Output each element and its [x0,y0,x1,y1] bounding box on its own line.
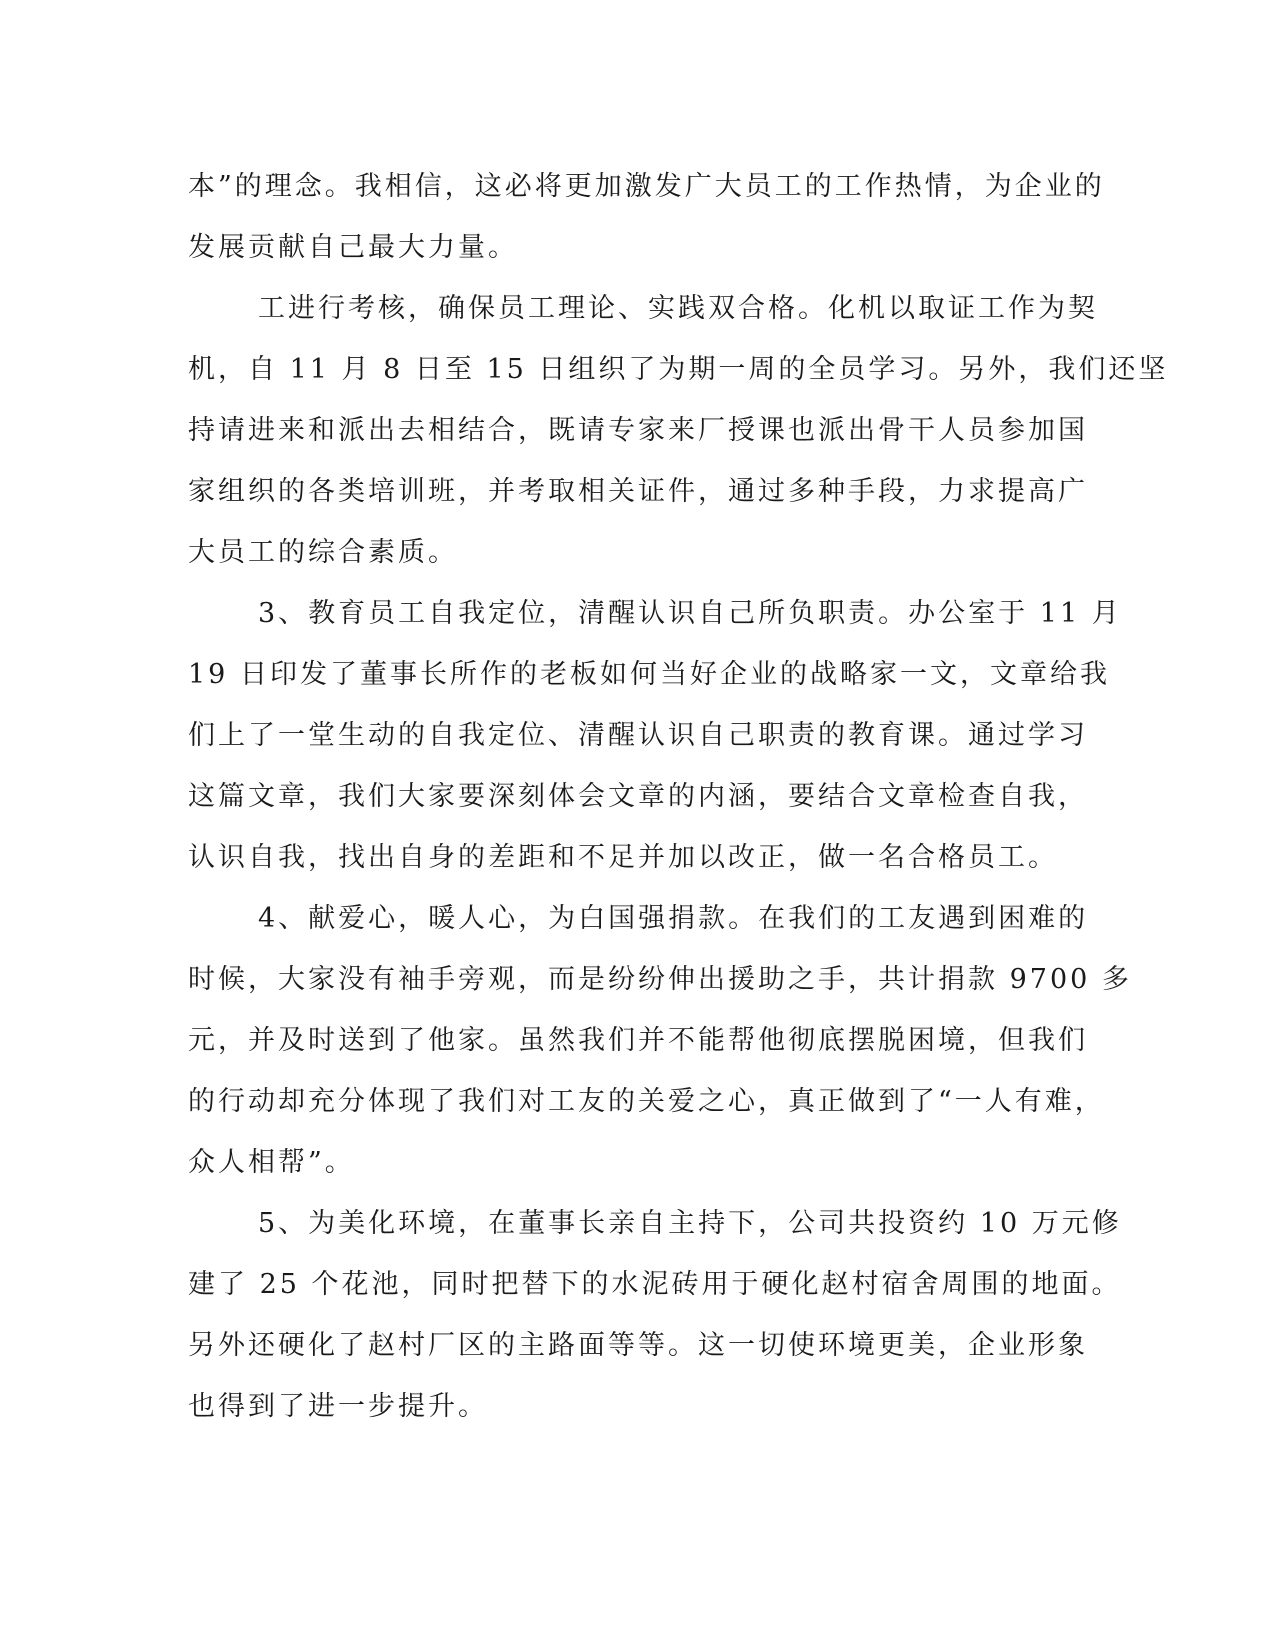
text-line: 这篇文章，我们大家要深刻体会文章的内涵，要结合文章检查自我， [188,781,1088,812]
text-line: 认识自我，找出自身的差距和不足并加以改正，做一名合格员工。 [188,842,1058,873]
text-line: 家组织的各类培训班，并考取相关证件，通过多种手段，力求提高广 [188,476,1088,507]
text-line: 们上了一堂生动的自我定位、清醒认识自己职责的教育课。通过学习 [188,720,1088,751]
text-line: 另外还硬化了赵村厂区的主路面等等。这一切使环境更美，企业形象 [188,1330,1088,1361]
text-line: 3、教育员工自我定位，清醒认识自己所负职责。办公室于 11 月 [258,598,1122,629]
text-line: 建了 25 个花池，同时把替下的水泥砖用于硬化赵村宿舍周围的地面。 [188,1269,1122,1300]
text-line: 众人相帮”。 [188,1147,355,1178]
text-line: 元，并及时送到了他家。虽然我们并不能帮他彻底摆脱困境，但我们 [188,1025,1088,1056]
text-line: 19 日印发了董事长所作的老板如何当好企业的战略家一文，文章给我 [188,659,1110,690]
text-line: 工进行考核，确保员工理论、实践双合格。化机以取证工作为契 [258,293,1098,324]
text-line: 大员工的综合素质。 [188,537,458,568]
text-line: 时候，大家没有袖手旁观，而是纷纷伸出援助之手，共计捐款 9700 多 [188,964,1132,995]
text-line: 持请进来和派出去相结合，既请专家来厂授课也派出骨干人员参加国 [188,415,1088,446]
text-line: 本”的理念。我相信，这必将更加激发广大员工的工作热情，为企业的 [188,171,1105,202]
paragraph-2 [188,278,1169,583]
text-line: 也得到了进一步提升。 [188,1391,488,1422]
paragraph-3 [188,583,1122,888]
paragraph-5 [188,1193,1122,1437]
document-body [188,156,1169,1437]
text-line: 发展贡献自己最大力量。 [188,232,518,263]
paragraph-1 [188,156,1105,278]
text-line: 4、献爱心，暖人心，为白国强捐款。在我们的工友遇到困难的 [258,903,1089,934]
paragraph-4 [188,888,1132,1193]
text-line: 5、为美化环境，在董事长亲自主持下，公司共投资约 10 万元修 [258,1208,1122,1239]
text-line: 机，自 11 月 8 日至 15 日组织了为期一周的全员学习。另外，我们还坚 [188,354,1169,385]
text-line: 的行动却充分体现了我们对工友的关爱之心，真正做到了“一人有难， [188,1086,1105,1117]
